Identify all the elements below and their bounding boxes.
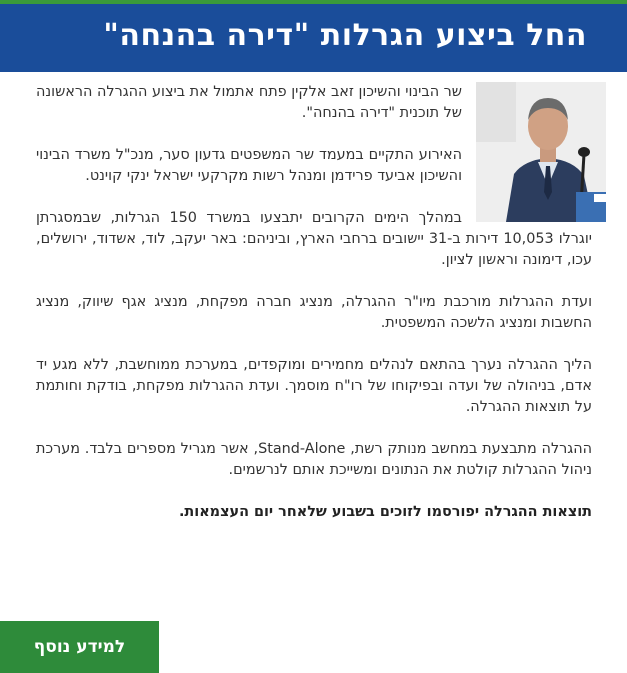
more-info-button[interactable]: למידע נוסף xyxy=(0,621,159,673)
article-photo xyxy=(476,82,606,222)
article-paragraph: במהלך הימים הקרובים יתבצעו במשרד 150 הגרלות, שבמסגרתן יוגרלו 10,053 דירות ב-31 יישובים ברחבי הארץ, וביניהם: באר יעקב, לוד, אשדוד, ירושלים, עכו, דימונה וראשון לציון. xyxy=(36,210,592,268)
article-paragraph: ועדת ההגרלות מורכבת מיו"ר ההגרלה, מנציג חברה מפקחת, מנציג אגף שיווק, מנציג החשבות ומנציג הלשכה המשפטית. xyxy=(36,294,592,331)
article-body xyxy=(36,82,592,544)
article-paragraph: הליך ההגרלה נערך בהתאם לנהלים מחמירים ומוקפדים, במערכת ממוחשבת, ללא מגע יד אדם, בניהולה של ועדה ובפיקוחו של רו"ח מוסמך. ועדת ההגרלות מפקחת, בודקת וחותמת על תוצאות ההגרלה. xyxy=(36,357,592,415)
page-header xyxy=(0,4,627,72)
article-paragraph: האירוע התקיים במעמד שר המשפטים גדעון סער, מנכ"ל משרד הבינוי והשיכון אביעד פרידמן ומנהל רשות מקרקעי ישראל ינקי קוינט. xyxy=(36,147,462,184)
speaker-illustration xyxy=(476,82,606,222)
article-closing: תוצאות ההגרלה יפורסמו לזוכים בשבוע שלאחר יום העצמאות. xyxy=(178,504,592,520)
page-title: החל ביצוע הגרלות "דירה בהנחה" xyxy=(103,18,587,53)
article-paragraph: שר הבינוי והשיכון זאב אלקין פתח אתמול את ביצוע ההגרלה הראשונה של תוכנית "דירה בהנחה". xyxy=(36,84,462,121)
article-paragraph: ההגרלה מתבצעת במחשב מנותק רשת, Stand-Alone, אשר מגריל מספרים בלבד. מערכת ניהול ההגרלות קולטת את הנתונים ומשייכת אותם לנרשמים. xyxy=(36,441,592,478)
